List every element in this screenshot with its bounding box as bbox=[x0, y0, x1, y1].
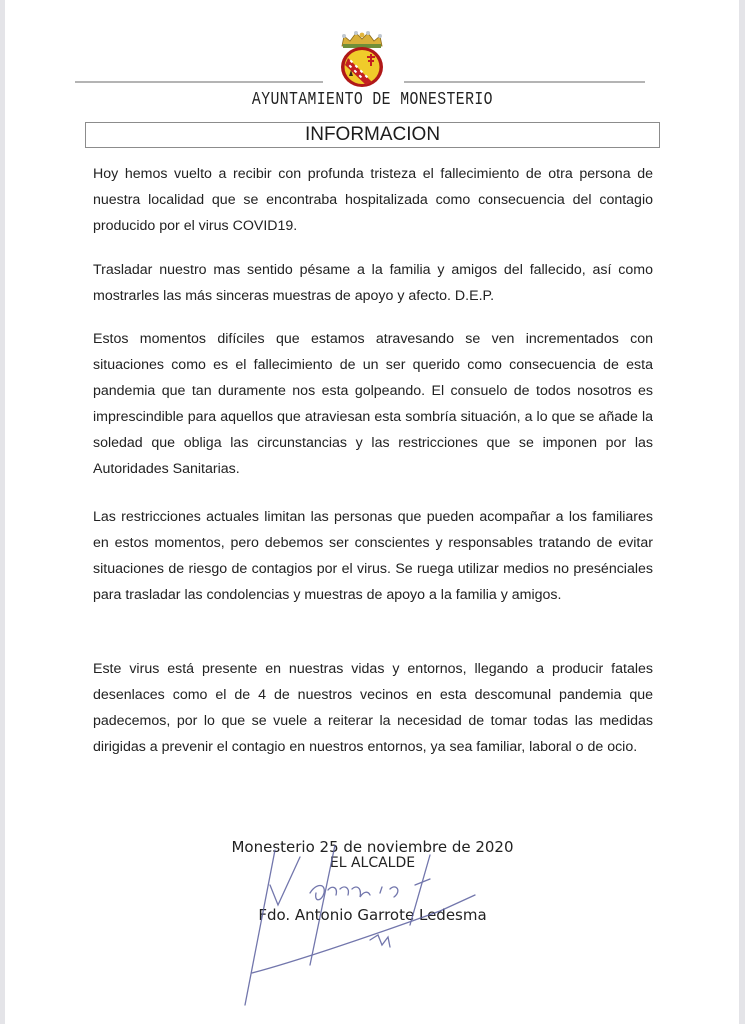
paragraph: Las restricciones actuales limitan las personas que pueden acompañar a los familiares en estos momentos, pero debemos ser conscientes y responsables tratando de evitar situaciones de riesgo de contagios por el virus. Se ruega utilizar medios no presénciales para trasladar las condolencias y muestras de apoyo a la familia y amigos. bbox=[93, 509, 653, 603]
header-rule-right bbox=[404, 81, 645, 83]
handwritten-signature bbox=[230, 845, 530, 1020]
place-and-date: Monesterio 25 de noviembre de 2020 bbox=[231, 838, 514, 856]
signer-role: EL ALCALDE bbox=[329, 855, 416, 871]
paragraph: Trasladar nuestro mas sentido pésame a la familia y amigos del fallecido, así como mostrarles las más sinceras muestras de apoyo y afecto. D.E.P. bbox=[93, 262, 653, 304]
paragraph: Este virus está presente en nuestras vidas y entornos, llegando a producir fatales desenlaces como el de 4 de nuestros vecinos en esta descomunal pandemia que padecemos, por lo que se vuele a reiterar la necesidad de tomar todas las medidas dirigidas a prevenir el contagio en nuestros entornos, ya sea familiar, laboral o de ocio. bbox=[93, 661, 653, 755]
organization-title: AYUNTAMIENTO DE MONESTERIO bbox=[251, 90, 493, 110]
paragraph: Estos momentos difíciles que estamos atravesando se ven incrementados con situaciones como es el fallecimiento de un ser querido como consecuencia de esta pandemia que tan duramente nos esta golpeando. El consuelo de todos nosotros es imprescindible para aquellos que atraviesan esta sombría situación, a lo que se añade la soledad que obliga las circunstancias y las restricciones que se imponen por las Autoridades Sanitarias. bbox=[93, 331, 653, 477]
paragraph: Hoy hemos vuelto a recibir con profunda tristeza el fallecimiento de otra persona de nuestra localidad que se encontraba hospitalizada como consecuencia del contagio producido por el virus COVID19. bbox=[93, 166, 653, 234]
signer-name: Fdo. Antonio Garrote Ledesma bbox=[258, 906, 487, 924]
header-rule-left bbox=[75, 81, 323, 83]
section-title-box: INFORMACION bbox=[85, 122, 660, 148]
coat-of-arms-icon bbox=[336, 30, 388, 88]
